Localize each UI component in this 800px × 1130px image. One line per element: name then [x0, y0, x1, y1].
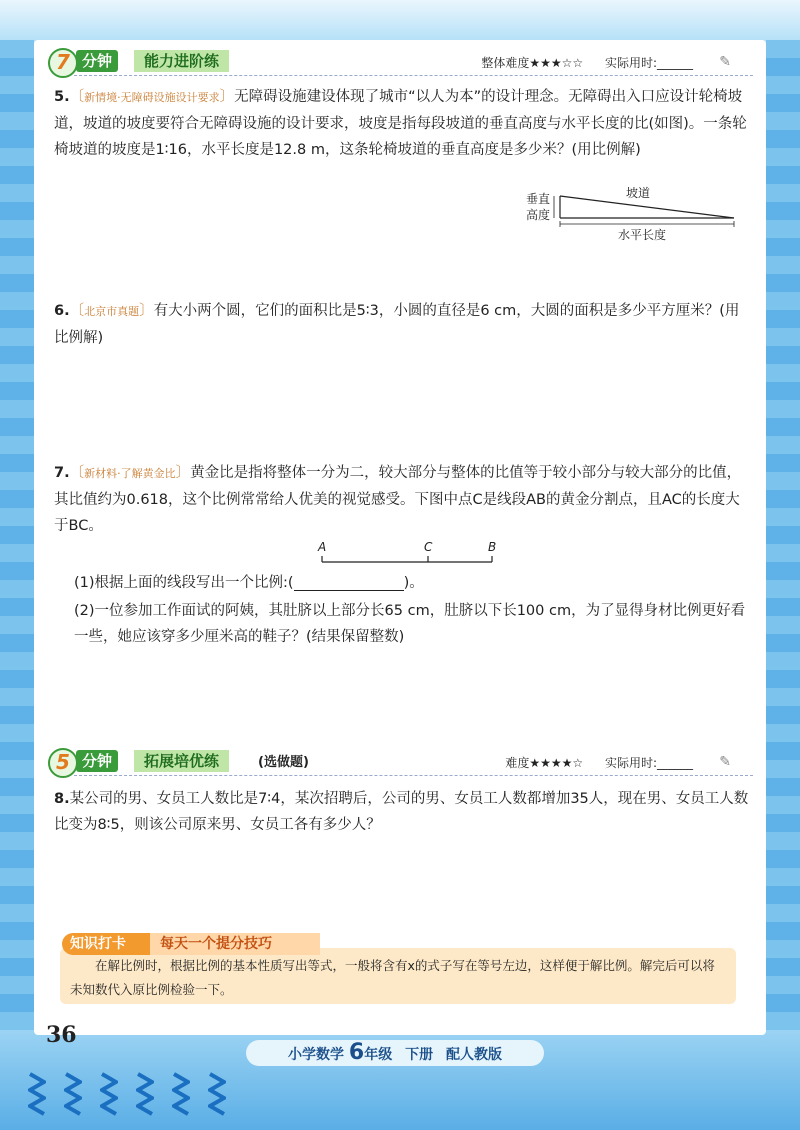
zigzag-decoration: [172, 1072, 190, 1116]
tip-text: 在解比例时，根据比例的基本性质写出等式，一般将含有x的式子写在等号左边，这样便于解比例。解完后可以将未知数代入原比例检验一下。: [70, 958, 715, 997]
section-minutes-unit: 分钟: [76, 750, 118, 772]
grade-number: 6: [348, 1040, 365, 1065]
horizontal-length-label: 水平长度: [618, 228, 667, 242]
question-number: 8.: [54, 791, 70, 807]
point-b-label: B: [488, 540, 497, 554]
question-text: 有大小两个圆，它们的面积比是5∶3，小圆的直径是6 cm，大圆的面积是多少平方厘米？(用比例解): [54, 303, 740, 346]
page-frame-left: [0, 40, 34, 1040]
difficulty-rating: 整体难度★★★☆☆: [481, 56, 584, 70]
point-c-label: C: [424, 540, 433, 554]
zigzag-decoration: [28, 1072, 46, 1116]
page-number: 36: [46, 1022, 77, 1048]
section-optional-note: (选做题): [258, 755, 309, 770]
section-divider: [74, 75, 753, 76]
section-header-extension: [48, 748, 753, 774]
section-meta: [463, 54, 693, 71]
vertical-height-label-1: 垂直: [526, 192, 551, 206]
zigzag-decoration: [64, 1072, 82, 1116]
question-text: 黄金比是指将整体一分为二，较大部分与整体的比值等于较小部分与较大部分的比值，其比值约为0.618，这个比例常常给人优美的视觉感受。下图中点C是线段AB的黄金分割点，且AC的长度大于BC。: [54, 465, 742, 534]
vertical-height-label-2: 高度: [526, 208, 551, 222]
question-text: 某公司的男、女员工人数比是7∶4，某次招聘后，公司的男、女员工人数都增加35人，现在男、女员工人数比变为8∶5，则该公司原来男、女员工各有多少人？: [54, 791, 749, 833]
section-divider: [74, 775, 753, 776]
golden-section-segment: [318, 540, 498, 572]
book-footer: 小学数学 6年级 下册 配人教版: [246, 1040, 544, 1066]
time-spent-field: 实际用时:______: [604, 56, 693, 70]
ramp-diagram: [522, 188, 742, 244]
time-spent-field: 实际用时:______: [604, 756, 693, 770]
section-minutes-unit: 分钟: [76, 50, 118, 72]
tip-label: 知识打卡: [62, 933, 150, 955]
zigzag-decoration: [136, 1072, 154, 1116]
section-title: 能力进阶练: [134, 50, 229, 72]
question-7-part-2: (2)一位参加工作面试的阿姨，其肚脐以上部分长65 cm，肚脐以下长100 cm，为了显得身材比例更好看一些，她应该穿多少厘米高的鞋子？(结果保留整数): [74, 603, 746, 645]
question-number: 6.: [54, 303, 70, 319]
question-tag: 新材料·了解黄金比: [84, 467, 176, 480]
pencil-icon: ✎: [719, 54, 731, 70]
question-number: 7.: [54, 465, 70, 481]
section-minutes-number: 7: [48, 48, 78, 78]
tip-title: 每天一个提分技巧: [150, 933, 320, 955]
section-title: 拓展培优练: [134, 750, 229, 772]
question-7-part-1: (1)根据上面的线段写出一个比例:( )。: [74, 575, 424, 591]
question-8: [54, 786, 750, 838]
pencil-icon: ✎: [719, 754, 731, 770]
question-text: 无障碍设施建设体现了城市“以人为本”的设计理念。无障碍出入口应设计轮椅坡道，坡道的坡度要符合无障碍设施的设计要求，坡度是指每段坡道的垂直高度与水平长度的比(如图)。一条轮椅坡道的坡度是1∶16，水平长度是12.8 m，这条轮椅坡道的垂直高度是多少米？(用比例解): [54, 89, 747, 158]
section-minutes-number: 5: [48, 748, 78, 778]
section-header-advanced: [48, 48, 753, 74]
question-tag: 新情境·无障碍设施设计要求: [84, 91, 220, 104]
question-5: 5.〔新情境·无障碍设施设计要求〕无障碍设施建设体现了城市“以人为本”的设计理念。无障碍出入口应设计轮椅坡道，坡道的坡度要符合无障碍设施的设计要求，坡度是指每段坡道的垂直高度与水平长度的比(如图)。一条轮椅坡道的坡度是1∶16，水平长度是12.8 m，这条轮椅坡道的垂直高度是多少米？(用比例解): [54, 89, 747, 158]
question-number: 5.: [54, 89, 70, 105]
zigzag-decoration: [208, 1072, 226, 1116]
question-7: 7.〔新材料·了解黄金比〕黄金比是指将整体一分为二，较大部分与整体的比值等于较小部分与较大部分的比值，其比值约为0.618，这个比例常常给人优美的视觉感受。下图中点C是线段AB的黄金分割点，且AC的长度大于BC。: [54, 465, 742, 534]
question-6: 6.〔北京市真题〕有大小两个圆，它们的面积比是5∶3，小圆的直径是6 cm，大圆的面积是多少平方厘米？(用比例解): [54, 303, 740, 346]
question-tag: 北京市真题: [84, 305, 140, 318]
point-a-label: A: [318, 540, 327, 554]
ramp-label: 坡道: [626, 186, 651, 200]
page-frame-right: [766, 40, 800, 1040]
answer-blank[interactable]: [294, 576, 404, 591]
section-meta: [487, 754, 693, 771]
tip-box: [60, 948, 736, 1004]
zigzag-decoration: [100, 1072, 118, 1116]
difficulty-rating: 难度★★★★☆: [505, 756, 584, 770]
